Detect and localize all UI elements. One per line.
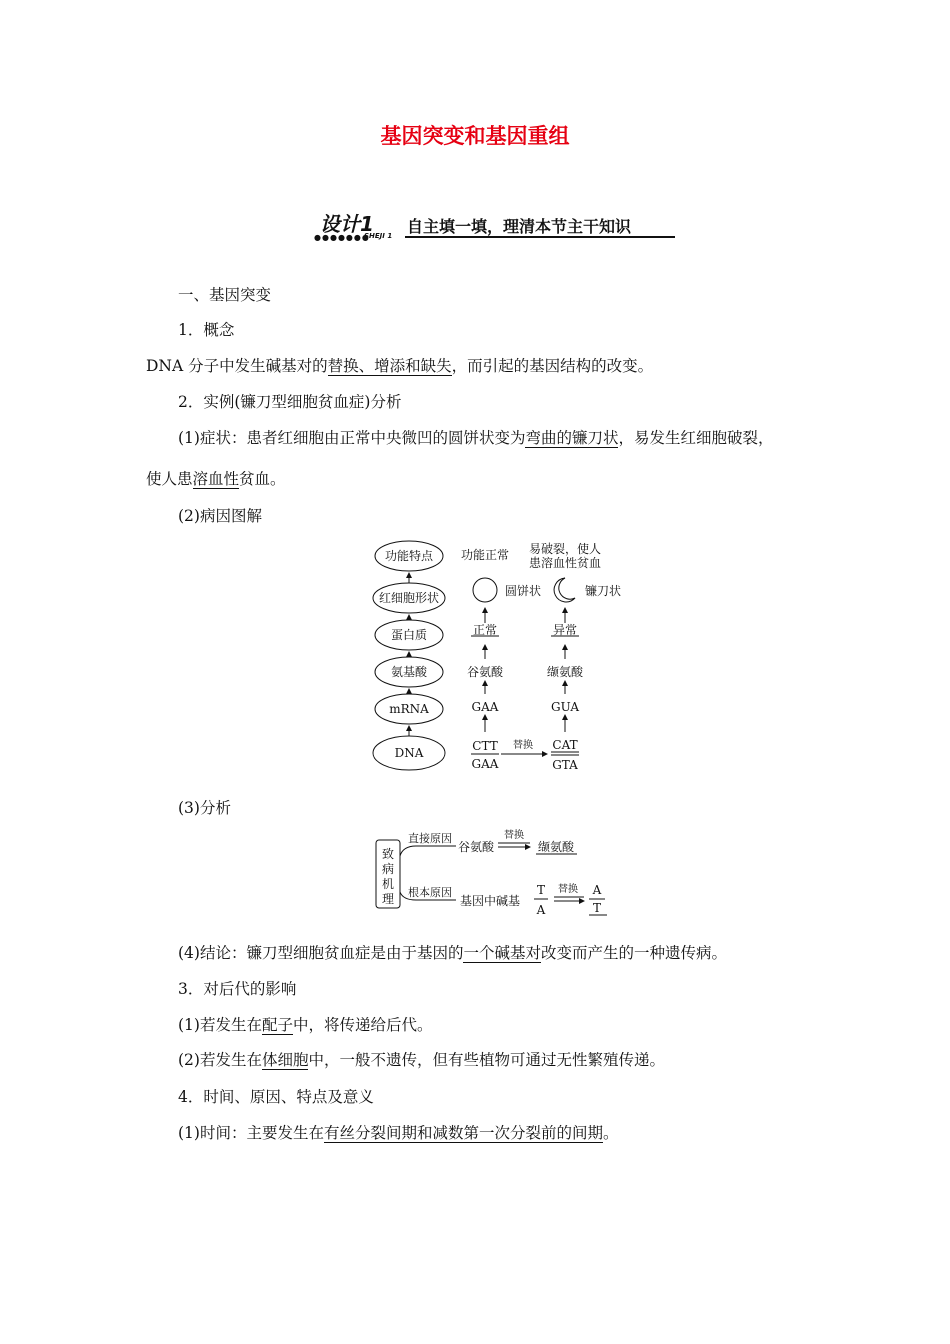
symptom-paragraph: (1)症状：患者红细胞由正常中央微凹的圆饼状变为弯曲的镰刀状，易发生红细胞破裂， <box>178 429 774 447</box>
section-banner <box>312 208 677 244</box>
effect2-paragraph: (2)若发生在体细胞中，一般不遗传，但有些植物可通过无性繁殖传递。 <box>178 1051 665 1069</box>
subheading-example: 2．实例(镰刀型细胞贫血症)分析 <box>178 393 402 411</box>
banner-logo-sub: SHEJI 1 <box>364 232 393 240</box>
root-replace-label: 替换 <box>558 884 578 895</box>
mechanism-char: 病 <box>381 862 395 876</box>
normal-mrna: GAA <box>471 700 499 714</box>
normal-dna-bottom: GAA <box>471 757 499 771</box>
direct-from: 谷氨酸 <box>457 840 495 854</box>
symptom-paragraph-cont: 使人患溶血性贫血。 <box>146 470 286 488</box>
normal-cell-icon <box>473 578 497 602</box>
abnormal-amino-acid: 缬氨酸 <box>546 665 584 679</box>
conclusion-paragraph: (4)结论：镰刀型细胞贫血症是由于基因的一个碱基对改变而产生的一种遗传病。 <box>178 944 727 962</box>
blank-answer: 弯曲的镰刀状 <box>525 429 619 447</box>
pair-to-bottom: T <box>592 901 602 915</box>
level-label: 氨基酸 <box>390 665 428 679</box>
abnormal-function-line1: 易破裂，使人 <box>528 542 602 556</box>
blank-answer: 一个碱基对 <box>463 944 541 962</box>
normal-function: 功能正常 <box>460 548 510 562</box>
direct-branch <box>400 846 456 856</box>
direct-cause-label: 直接原因 <box>408 832 452 845</box>
direct-replace-label: 替换 <box>504 830 524 841</box>
abnormal-dna-bottom: GTA <box>552 758 578 772</box>
blank-answer: 溶血性 <box>192 470 240 488</box>
banner-logo: 设计1 <box>320 212 374 236</box>
abnormal-protein: 异常 <box>552 623 578 637</box>
level-label: 蛋白质 <box>390 628 428 642</box>
root-from: 基因中碱基 <box>459 894 521 908</box>
normal-shape: 圆饼状 <box>504 584 542 598</box>
banner-underline <box>405 236 675 238</box>
time-paragraph: (1)时间：主要发生在有丝分裂间期和减数第一次分裂前的间期。 <box>178 1124 619 1142</box>
normal-amino-acid: 谷氨酸 <box>466 665 504 679</box>
level-label: 红细胞形状 <box>378 591 440 605</box>
pair-from-bottom: A <box>536 903 546 917</box>
subheading-time-cause: 4．时间、原因、特点及意义 <box>178 1088 374 1106</box>
change-label: 替换 <box>513 740 533 751</box>
blank-answer: 配子 <box>261 1016 293 1034</box>
section-heading-gene-mutation: 一、基因突变 <box>178 286 272 304</box>
subheading-concept: 1．概念 <box>178 321 235 339</box>
cause-diagram <box>365 537 625 775</box>
blank-answer: 体细胞 <box>261 1051 309 1069</box>
abnormal-mrna: GUA <box>551 700 579 714</box>
abnormal-dna-top: CAT <box>552 738 578 752</box>
banner-label: 自主填一填，理清本节主干知识 <box>407 217 632 236</box>
root-cause-label: 根本原因 <box>408 886 452 899</box>
mechanism-char: 机 <box>381 877 395 891</box>
mechanism-diagram <box>372 826 612 922</box>
normal-dna-top: CTT <box>472 739 498 753</box>
level-label: DNA <box>394 746 424 760</box>
concept-paragraph: DNA 分子中发生碱基对的替换、增添和缺失，而引起的基因结构的改变。 <box>146 357 654 375</box>
analysis-heading: (3)分析 <box>178 799 231 817</box>
subheading-effect: 3．对后代的影响 <box>178 980 297 998</box>
normal-protein: 正常 <box>472 623 498 637</box>
blank-answer: 有丝分裂间期和减数第一次分裂前的间期 <box>323 1124 603 1142</box>
cause-heading: (2)病因图解 <box>178 507 262 525</box>
pair-from-top: T <box>536 883 546 897</box>
banner-dots: ●●●●●●● <box>314 233 370 242</box>
sickle-cell-icon <box>554 578 575 602</box>
blank-answer: 替换、增添和缺失 <box>327 357 452 375</box>
page-title: 基因突变和基因重组 <box>380 124 570 148</box>
mechanism-char: 理 <box>381 892 395 906</box>
direct-to: 缬氨酸 <box>537 840 575 854</box>
mechanism-char: 致 <box>381 847 395 861</box>
abnormal-shape: 镰刀状 <box>584 584 622 598</box>
level-label: mRNA <box>389 702 429 716</box>
level-label: 功能特点 <box>384 549 434 563</box>
pair-to-top: A <box>592 883 602 897</box>
abnormal-function-line2: 患溶血性贫血 <box>528 556 602 570</box>
effect1-paragraph: (1)若发生在配子中，将传递给后代。 <box>178 1016 433 1034</box>
